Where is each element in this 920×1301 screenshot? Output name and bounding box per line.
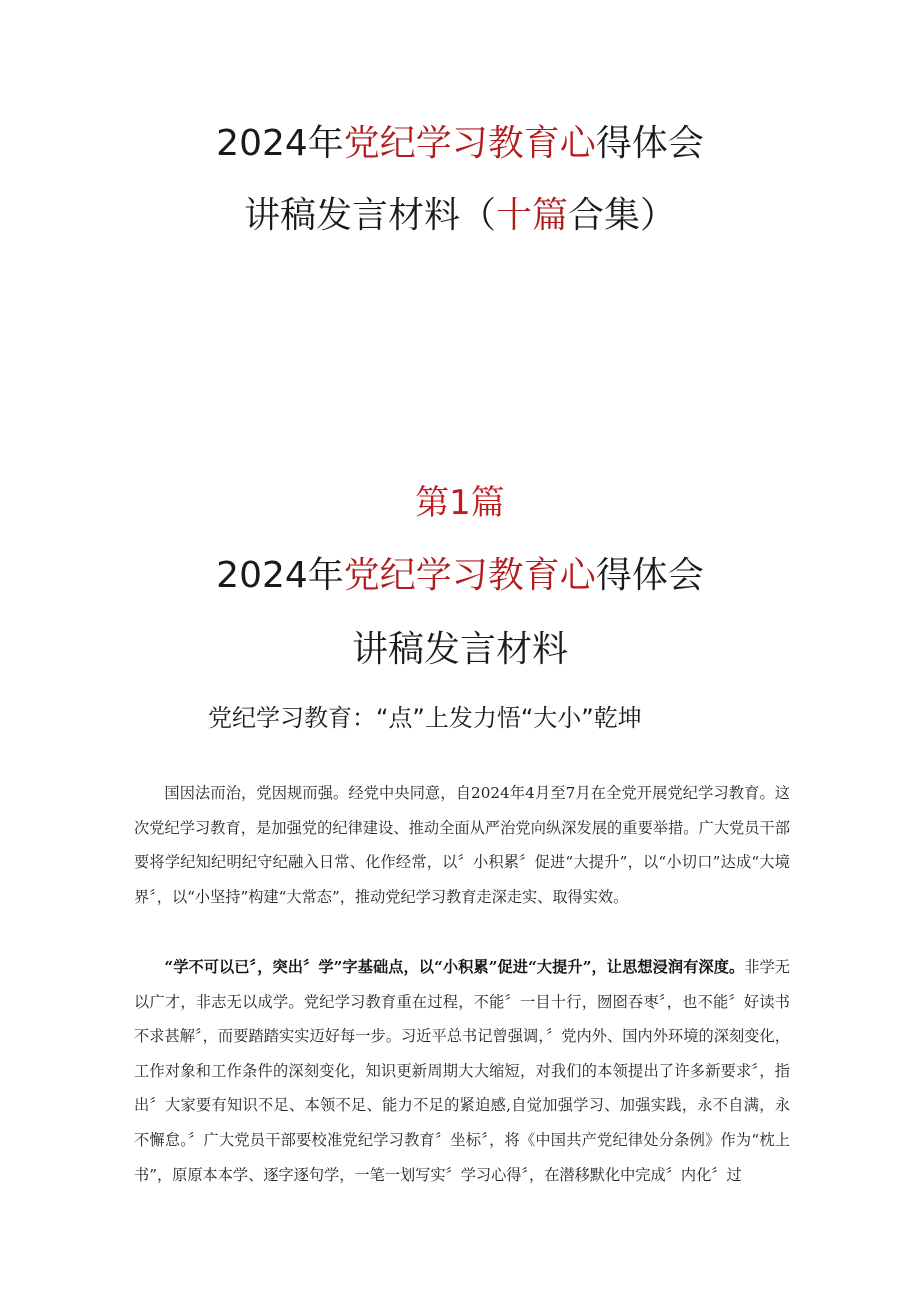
paragraph-1-text: 国因法而治，党因规而强。经党中央同意，自2024年4月至7月在全党开展党纪学习教育。这次党纪学习教育，是加强党的纪律建设、推动全面从严治党向纵深发展的重要举措。广大党员干部要将学纪知纪明纪守纪融入日常、化作经常，以〞小积累〞促进“大提升”，以“小切口”达成“大境界〞，以“小坚持”构建“大常态”，推动党纪学习教育走深走实、取得实效。 [134,784,790,906]
paragraph-2-body: 非学无以广才，非志无以成学。党纪学习教育重在过程，不能〞一目十行，囫囵吞枣〞，也不能〞好读书不求甚解〞，而要踏踏实实迈好每一步。习近平总书记曾强调，〞党内外、国内外环境的深刻变化，工作对象和工作条件的深刻变化，知识更新周期大大缩短，对我们的本领提出了许多新要求〞，指出〞大家要有知识不足、本领不足、能力不足的紧迫感,自觉加强学习、加强实践，永不自满，永不懈怠。〞广大党员干部要校准党纪学习教育〞坐标〞，将《中国共产党纪律处分条例》作为“枕上书”，原原本本学、逐字逐句学，一笔一划写实〞学习心得〞，在潜移默化中完成〞内化〞过 [134,958,790,1184]
chapter-title-line2: 讲稿发言材料 [351,629,568,670]
cover-title-line1: 2024年党纪学习教育心得体会 [216,123,704,164]
chapter-label: 第1篇 [415,483,505,523]
paragraph-1 [134,776,790,914]
chapter-title-line1: 2024年党纪学习教育心得体会 [216,555,704,596]
paragraph-2-lead: “学不可以已〞，突出〞学”字基础点，以“小积累”促进“大提升”，让思想浸润有深度。 [164,958,745,976]
chapter-subtitle: 党纪学习教育：“点”上发力悟“大小”乾坤 [208,704,642,732]
cover-title-line2: 讲稿发言材料（十篇合集） [243,195,677,236]
paragraph-2 [134,950,790,1282]
